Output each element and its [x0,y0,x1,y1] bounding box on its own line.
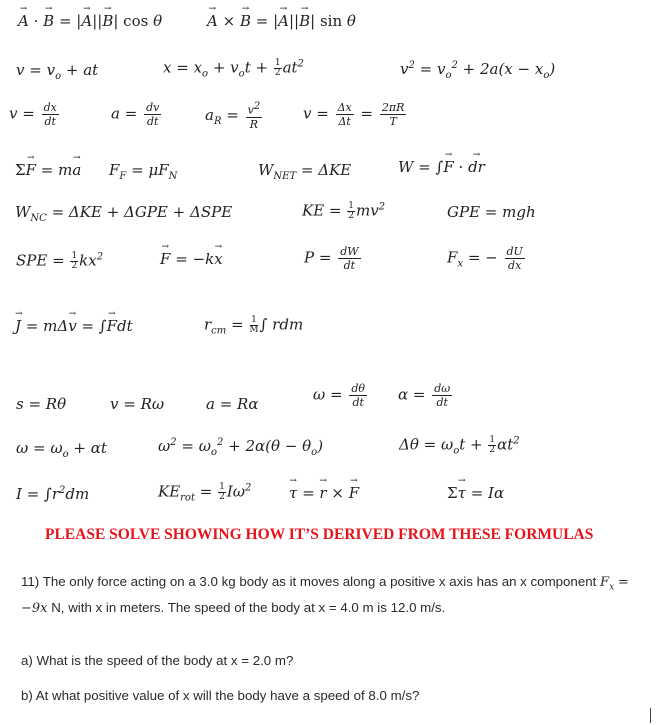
hookes-law-formula: → F = −k→ x [160,252,223,267]
text-cursor [650,708,651,723]
part-a-question: a) What is the speed of the body at x = 2.0 m? [21,653,294,668]
kinetic-energy-formula: KE = $\frac{1}{2}$ $mv^2$ [302,201,386,221]
problem-sentence-2: The speed of the body at x = 4.0 m is 12.0 m/s. [167,599,446,615]
angular-displacement-formula: $\Delta\theta = \omega_ot$ + $\frac{1}{2}$ $\alpha t^2$ [399,435,520,457]
center-of-mass-formula: $r_{cm}$ = $\frac{1}{M}$ ∫ rdm [204,315,304,337]
nonconservative-work-formula: $W_{NC} = \Delta KE + \Delta GPE + \Delta SPE$ [15,203,233,224]
impulse-formula: → J = mΔ→ v = ∫→ Fdt [15,319,133,334]
gravitational-potential-energy-formula: GPE = mgh [447,203,536,221]
position-time-formula: $x = x_o + v_ot$ + $\frac{1}{2}$ $at^2$ [163,58,304,80]
problem-sentence-1: The only force acting on a 3.0 kg body as it moves along a positive x axis has an x component [42,574,597,589]
velocity-derivative-formula: v = $\frac{dx}{dt}$ [9,101,57,128]
angular-velocity-time-formula: $\omega = \omega_o + \alpha t$ [16,439,107,460]
angular-velocity-squared-formula: $\omega^2 = \omega_o^2 + 2\alpha(\theta - \theta_o)$ [158,437,324,458]
cross-product-formula: → A × → B = |→ A||→ B| sin θ [207,14,356,29]
dot-product-formula: → A · → B = |→ A||→ B| cos θ [18,14,162,29]
torque-cross-product-formula: → τ = → r × → F [289,486,359,501]
velocity-squared-formula: $v^2 = v_o^2 + 2a(x - x_o)$ [400,60,556,81]
angular-velocity-formula: ω = $\frac{d\theta}{dt}$ [313,382,366,409]
velocity-time-formula: $v = v_o$ + at [16,61,99,82]
power-formula: P = $\frac{dW}{dt}$ [304,245,359,272]
angular-acceleration-formula: α = $\frac{d\omega}{dt}$ [398,382,451,409]
acceleration-derivative-formula: a = $\frac{dv}{dt}$ [111,101,160,128]
average-velocity-formula: v = $\frac{\Delta x}{\Delta t}$ = $\frac{2\pi R}{T}$ [303,101,405,128]
rotational-newton-law-formula: Σ→ τ = Iα [447,486,504,501]
newton-second-law-formula: Σ→ F = m→ a [15,163,81,178]
rotational-kinetic-energy-formula: $KE_{rot}$ = $\frac{1}{2}$ $I\omega^2$ [158,482,252,504]
arc-length-formula: s = Rθ [16,395,67,413]
problem-number: 11) [21,574,40,589]
force-expression: = −9x [21,575,629,616]
spring-potential-energy-formula: SPE = $\frac{1}{2}$ $kx^2$ [16,251,104,271]
centripetal-acceleration-formula: $a_R$ = $\frac{v^2}{R}$ [205,101,261,131]
instruction-title: PLEASE SOLVE SHOWING HOW IT’S DERIVED FROM THESE FORMULAS [45,526,594,543]
moment-of-inertia-formula: $I = \int r^2dm$ [16,485,90,503]
work-integral-formula: W = ∫→ F · → dr [398,160,485,175]
potential-force-formula: $F_x$ = − $\frac{dU}{dx}$ [447,245,523,272]
problem-sentence-1-end: N, with x in meters. [51,599,165,615]
part-b-question: b) At what positive value of x will the body have a speed of 8.0 m/s? [21,688,420,703]
tangential-acceleration-formula: a = Rα [206,395,259,413]
work-energy-theorem-formula: $W_{NET} = \Delta KE$ [258,161,352,182]
friction-formula: $F_F = \mu F_N$ [109,161,178,182]
problem-statement [21,572,646,618]
force-symbol: $F_x$ [600,575,615,593]
tangential-velocity-formula: v = Rω [110,395,165,413]
